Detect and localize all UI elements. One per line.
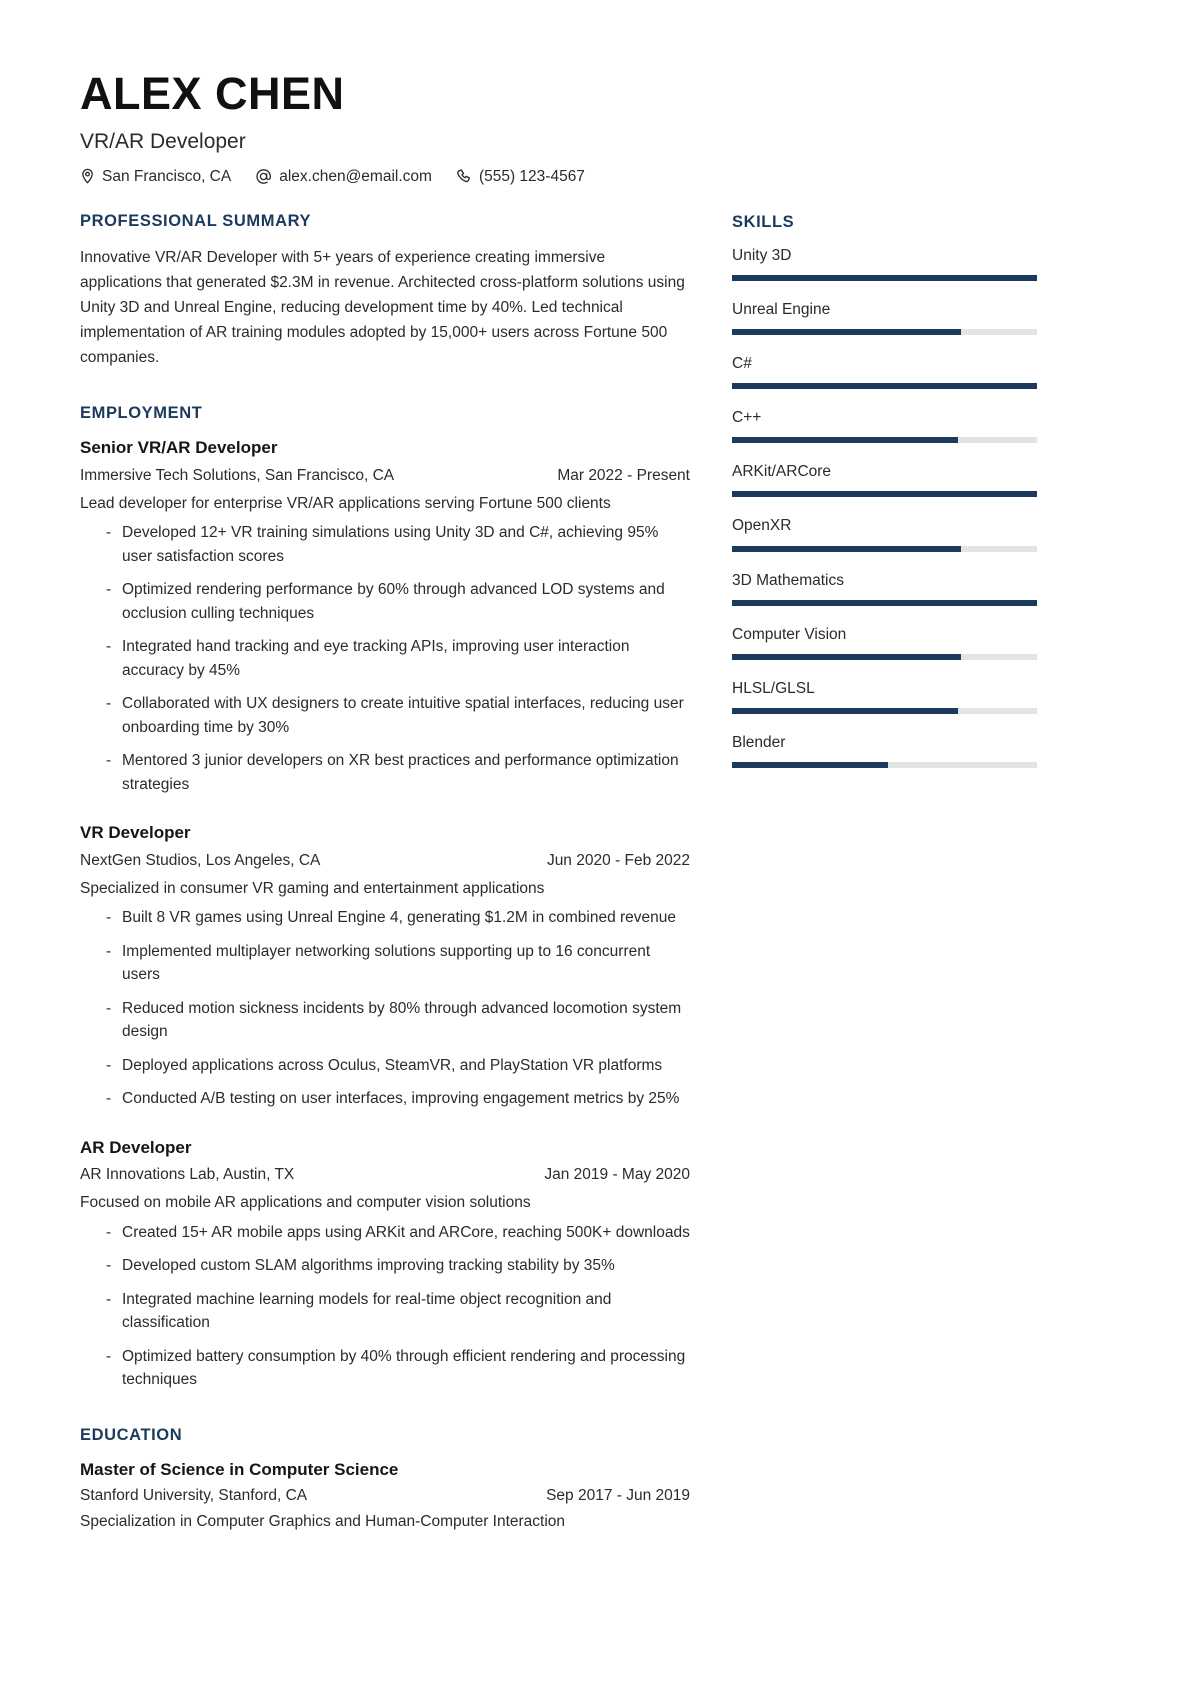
job-bullet: - Integrated hand tracking and eye tracking APIs, improving user interaction accuracy by 45% — [106, 635, 690, 682]
skill-name: C++ — [732, 409, 762, 427]
skills-list — [732, 246, 1037, 768]
job-bullet: - Developed custom SLAM algorithms improving tracking stability by 35% — [106, 1254, 690, 1278]
skills-column — [732, 212, 1037, 802]
contact-email[interactable] — [255, 168, 432, 186]
skill-name: OpenXR — [732, 517, 792, 535]
job-dates: Jan 2019 - May 2020 — [544, 1166, 690, 1184]
job-bullet: - Reduced motion sickness incidents by 80% through advanced locomotion system design — [106, 997, 690, 1044]
job-bullets — [80, 521, 690, 796]
skill-level-track — [732, 762, 1037, 768]
job-bullet: - Integrated machine learning models for real-time object recognition and classification — [106, 1288, 690, 1335]
job-description: Specialized in consumer VR gaming and entertainment applications — [80, 879, 545, 897]
job-role: Senior VR/AR Developer — [80, 438, 278, 458]
skill-name: Blender — [732, 734, 786, 752]
skill-name: Unreal Engine — [732, 300, 831, 318]
job-bullet: - Mentored 3 junior developers on XR best practices and performance optimization strategies — [106, 749, 690, 796]
skill-name: 3D Mathematics — [732, 571, 844, 589]
education-dates: Sep 2017 - Jun 2019 — [546, 1487, 690, 1505]
skill-name: C# — [732, 355, 752, 373]
skill-level-track — [732, 546, 1037, 552]
job-role: AR Developer — [80, 1137, 192, 1157]
job-description: Lead developer for enterprise VR/AR applications serving Fortune 500 clients — [80, 494, 611, 512]
section-title-skills: SKILLS — [732, 212, 795, 231]
skill-name: Unity 3D — [732, 246, 792, 264]
skill-item — [732, 408, 1037, 443]
job-bullet: - Implemented multiplayer networking solutions supporting up to 16 concurrent users — [106, 940, 690, 987]
skill-level-fill — [732, 491, 1037, 497]
skill-item — [732, 516, 1037, 551]
skill-item — [732, 571, 1037, 606]
section-title-employment: EMPLOYMENT — [80, 404, 203, 423]
job-bullet: - Optimized battery consumption by 40% through efficient rendering and processing techniques — [106, 1345, 690, 1392]
section-skills — [732, 213, 1037, 768]
main-column — [80, 212, 690, 1568]
job-bullet: - Built 8 VR games using Unreal Engine 4, generating $1.2M in combined revenue — [106, 906, 690, 930]
contact-phone-text: (555) 123-4567 — [478, 167, 585, 185]
contact-location-text: San Francisco, CA — [102, 167, 232, 185]
skill-name: HLSL/GLSL — [732, 679, 815, 697]
education-note: Specialization in Computer Graphics and Human-Computer Interaction — [80, 1513, 566, 1531]
section-employment — [80, 404, 690, 1392]
skill-item — [732, 679, 1037, 714]
skill-level-fill — [732, 329, 961, 335]
skill-level-track — [732, 329, 1037, 335]
education-degree: Master of Science in Computer Science — [80, 1459, 399, 1479]
contact-row — [80, 168, 1120, 186]
skill-level-fill — [732, 437, 958, 443]
education-school: Stanford University, Stanford, CA — [80, 1487, 308, 1505]
skill-item — [732, 462, 1037, 497]
contact-phone[interactable] — [456, 168, 585, 186]
section-title-education: EDUCATION — [80, 1425, 183, 1444]
skill-level-track — [732, 491, 1037, 497]
skill-item — [732, 300, 1037, 335]
job-dates: Jun 2020 - Feb 2022 — [546, 851, 690, 869]
resume-header — [80, 70, 1120, 186]
job-meta — [80, 1165, 690, 1186]
section-professional-summary — [80, 212, 690, 371]
employment-entry — [80, 822, 690, 1110]
skill-item — [732, 733, 1037, 768]
skill-item — [732, 354, 1037, 389]
skill-level-fill — [732, 654, 961, 660]
job-bullet: - Developed 12+ VR training simulations using Unity 3D and C#, achieving 95% user satisfaction scores — [106, 521, 690, 568]
employment-entry — [80, 1137, 690, 1392]
contact-location — [80, 168, 231, 186]
job-bullet: - Optimized rendering performance by 60% through advanced LOD systems and occlusion culling techniques — [106, 578, 690, 625]
skill-level-fill — [732, 546, 961, 552]
job-company: NextGen Studios, Los Angeles, CA — [80, 851, 321, 869]
skill-name: ARKit/ARCore — [732, 463, 832, 481]
skill-level-fill — [732, 600, 1037, 606]
skill-item — [732, 625, 1037, 660]
skill-level-track — [732, 654, 1037, 660]
resume-body — [80, 212, 1120, 1568]
job-bullet: - Conducted A/B testing on user interfaces, improving engagement metrics by 25% — [106, 1087, 690, 1111]
section-title-summary: PROFESSIONAL SUMMARY — [80, 211, 312, 230]
job-role: VR Developer — [80, 823, 191, 843]
job-dates: Mar 2022 - Present — [557, 466, 690, 484]
job-bullet: - Collaborated with UX designers to create intuitive spatial interfaces, reducing user onboarding time by 30% — [106, 692, 690, 739]
job-bullets — [80, 1221, 690, 1392]
candidate-job-title: VR/AR Developer — [80, 129, 246, 153]
skill-level-track — [732, 708, 1037, 714]
job-bullet: - Deployed applications across Oculus, SteamVR, and PlayStation VR platforms — [106, 1054, 690, 1078]
skill-level-fill — [732, 275, 1037, 281]
job-description: Focused on mobile AR applications and computer vision solutions — [80, 1194, 531, 1212]
skill-level-fill — [732, 762, 888, 768]
job-bullet: - Created 15+ AR mobile apps using ARKit and ARCore, reaching 500K+ downloads — [106, 1221, 690, 1245]
phone-icon — [456, 168, 472, 185]
skill-level-track — [732, 437, 1037, 443]
skill-level-track — [732, 383, 1037, 389]
summary-text: Innovative VR/AR Developer with 5+ years of experience creating immersive applications that generated $2.3M in revenue. Architected cross-platform solutions using Unity 3D and Unreal Engine, reducing development time by 40%. Led technical implementation of AR training modules adopted by 15,000+ users across Fortune 500 companies. — [80, 248, 685, 367]
job-bullets — [80, 906, 690, 1111]
job-meta — [80, 466, 690, 487]
skill-level-track — [732, 600, 1037, 606]
location-pin-icon — [80, 168, 95, 185]
candidate-name: ALEX CHEN — [80, 68, 345, 119]
skill-level-fill — [732, 383, 1037, 389]
job-company: AR Innovations Lab, Austin, TX — [80, 1166, 295, 1184]
education-entry — [80, 1459, 690, 1534]
contact-email-text: alex.chen@email.com — [279, 167, 432, 185]
employment-entry — [80, 437, 690, 796]
skill-level-track — [732, 275, 1037, 281]
skill-name: Computer Vision — [732, 625, 847, 643]
job-company: Immersive Tech Solutions, San Francisco, CA — [80, 466, 395, 484]
skill-item — [732, 246, 1037, 281]
section-education — [80, 1426, 690, 1534]
education-meta — [80, 1487, 690, 1505]
at-sign-icon — [255, 168, 272, 185]
skill-level-fill — [732, 708, 958, 714]
job-meta — [80, 851, 690, 872]
